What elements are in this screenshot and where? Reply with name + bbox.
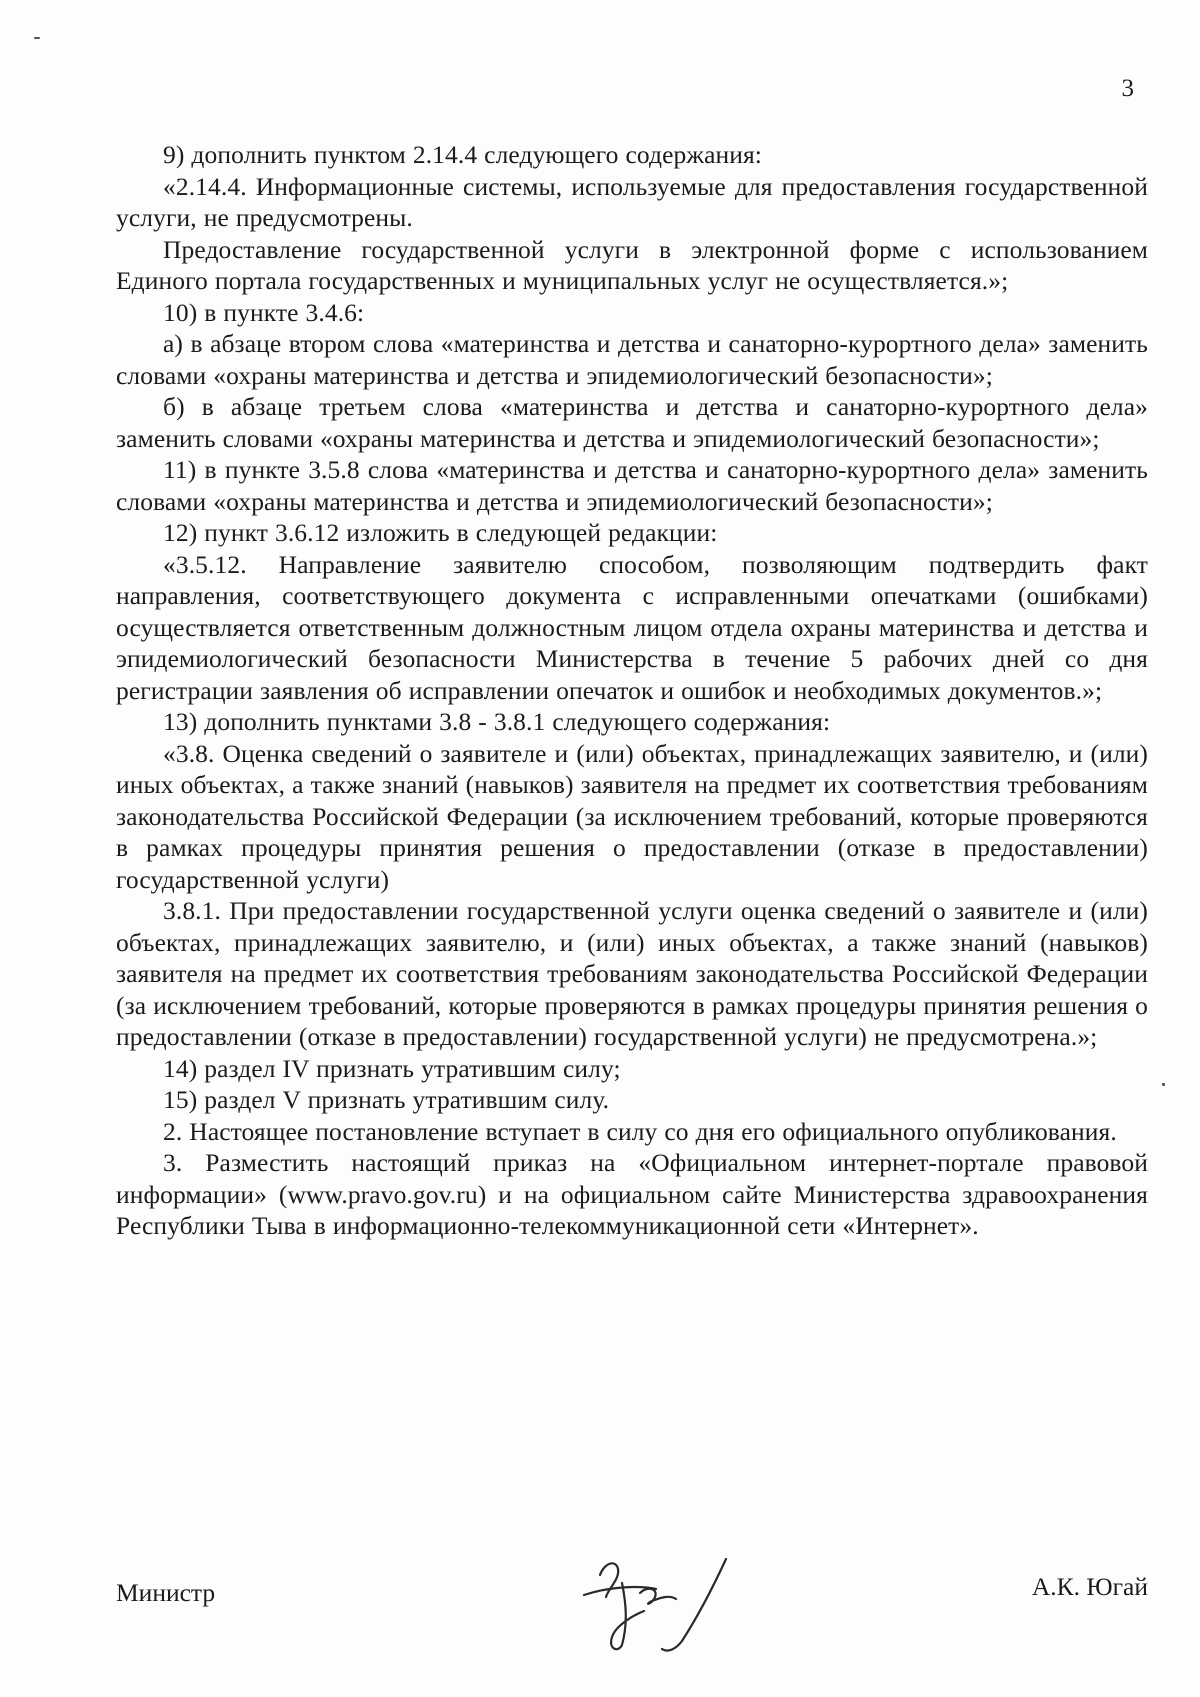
paragraph-item-10: 10) в пункте 3.4.6: <box>163 297 365 327</box>
paragraph-clause-2: 2. Настоящее постановление вступает в силу со дня его официального опубликования. <box>163 1116 1117 1146</box>
paragraph-3-8-1: 3.8.1. При предоставлении государственной услуги оценка сведений о заявителе и (или) объектах, принадлежащих заявителю, и (или) иных объектах, а также знаний (навыков) заявителя на предмет их соответствия требованиям законодательства Российской Федерации (за исключением требований, которые проверяются в рамках процедуры принятия решения о предоставлении (отказе в предоставлении) государственной услуги) не предусмотрена.»; <box>116 896 1148 1051</box>
signer-name: А.К. Югай <box>1031 1572 1148 1601</box>
handwritten-signature <box>578 1545 738 1660</box>
paragraph-item-9: 9) дополнить пунктом 2.14.4 следующего содержания: <box>163 140 762 169</box>
paragraph-3-5-12: «3.5.12. Направление заявителю способом, позволяющим подтвердить факт направления, соответствующего документа с исправленными опечатками (ошибками) осуществляется ответственным должностным лицом отдела охраны материнства и детства и эпидемиологический безопасности Министерства в течение 5 рабочих дней со дня регистрации заявления об исправлении опечаток и ошибок и необходимых документов.»; <box>116 549 1148 705</box>
signer-title: Министр <box>116 1578 216 1607</box>
paragraph-item-11: 11) в пункте 3.5.8 слова «материнства и детства и санаторно-курортного дела» заменить словами «охраны материнства и детства и эпидемиологический безопасности»; <box>116 455 1148 516</box>
paragraph-2-14-4: «2.14.4. Информационные системы, используемые для предоставления государственной услуги, не предусмотрены. <box>116 171 1148 232</box>
paragraph-item-14: 14) раздел IV признать утратившим силу; <box>163 1053 621 1083</box>
scan-speck <box>1162 1083 1165 1086</box>
document-body <box>116 139 1148 1242</box>
paragraph-item-10b: б) в абзаце третьем слова «материнства и детства и санаторно-курортного дела» заменить словами «охраны материнства и детства и эпидемиологический безопасности»; <box>116 392 1148 453</box>
page-number: 3 <box>1121 75 1134 102</box>
paragraph-item-10a: а) в абзаце втором слова «материнства и детства и санаторно-курортного дела» заменить словами «охраны материнства и детства и эпидемиологический безопасности»; <box>116 329 1148 390</box>
paragraph-item-12: 12) пункт 3.6.12 изложить в следующей редакции: <box>163 518 718 547</box>
paragraph-clause-3: 3. Разместить настоящий приказ на «Официальном интернет-портале правовой информации» (www.pravo.gov.ru) и на официальном сайте Министерства здравоохранения Республики Тыва в информационно-телекоммуникационной сети «Интернет». <box>116 1148 1148 1240</box>
paragraph-3-8: «3.8. Оценка сведений о заявителе и (или) объектах, принадлежащих заявителю, и (или) иных объектах, а также знаний (навыков) заявителя на предмет их соответствия требованиям законодательства Российской Федерации (за исключением требований, которые проверяются в рамках процедуры принятия решения о предоставлении (отказе в предоставлении) государственной услуги) <box>116 738 1148 894</box>
scan-speck <box>34 37 40 39</box>
signature-block <box>116 1561 1148 1651</box>
paragraph-item-15: 15) раздел V признать утратившим силу. <box>163 1085 610 1114</box>
paragraph-electronic-form: Предоставление государственной услуги в электронной форме с использованием Единого портала государственных и муниципальных услуг не осуществляется.»; <box>116 234 1148 295</box>
paragraph-item-13: 13) дополнить пунктами 3.8 - 3.8.1 следующего содержания: <box>163 707 831 736</box>
